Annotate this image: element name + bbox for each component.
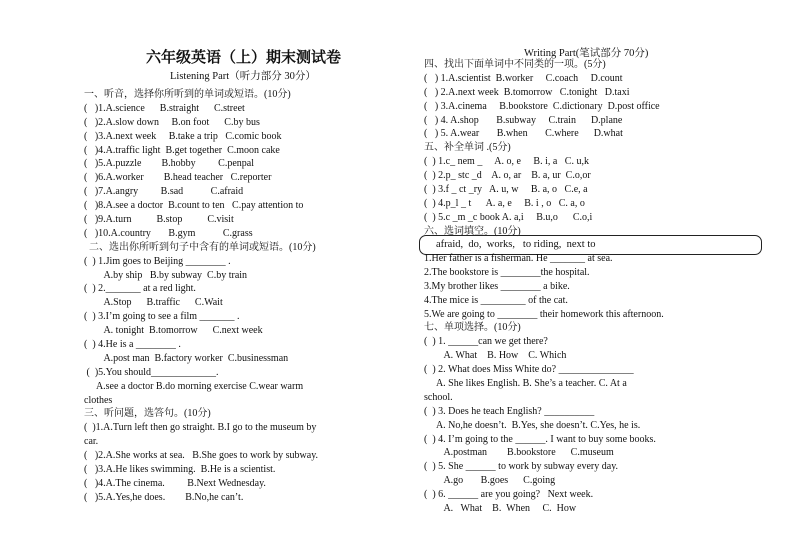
question-line: 4.The mice is _________ of the cat. [424,294,568,306]
question-line: ( ) 4. I’m going to the ______. I want to buy some books. [424,433,656,445]
question-line: ( ) 3.A.cinema B.bookstore C.dictionary D.post office [424,100,660,112]
question-line: school. [424,391,453,403]
question-line: ( ) 3.I’m going to see a film _______ . [84,311,240,323]
question-line: ( ) 3.f _ ct _ry A. u, w B. a, o C.e, a [424,184,588,196]
question-line: ( ) 2. What does Miss White do? _______________ [424,364,634,376]
page-title: 六年级英语（上）期末测试卷 [146,49,342,66]
question-line: A.by ship B.by subway C.by train [84,269,248,281]
question-line: ( ) 5. A.wear B.when C.where D.what [424,128,623,140]
question-line: A.see a doctor B.do morning exercise C.wear warm [84,380,304,392]
question-line: 七、单项选择。(10分) [424,322,521,334]
question-line: ( ) 3. Does he teach English? __________ [424,405,595,417]
question-line: ( )1.A.Turn left then go straight. B.I go to the museum by [84,422,317,434]
question-line: ( ) 5. She ______ to work by subway every day. [424,461,619,473]
question-line: A. She likes English. B. She’s a teacher. C. At a [424,378,627,390]
question-line: ( ) 4.He is a ________ . [84,339,181,351]
question-line: ( ) 1.A.scientist B.worker C.coach D.count [424,72,623,84]
question-line: 一、听音，选择你所听到的单词或短语。(10分) [84,89,291,100]
question-line: ( ) 2._______ at a red light. [84,283,196,295]
question-line: A.go B.goes C.going [424,475,556,487]
question-line: A. tonight B.tomorrow C.next week [84,325,263,337]
question-line: A.Stop B.traffic C.Wait [84,297,223,309]
left-column [84,88,414,505]
question-line: 三、听问题，选答句。(10分) [84,408,211,420]
question-line: A.post man B.factory worker C.businessman [84,352,289,364]
question-line: ( )5.A.Yes,he does. B.No,he can’t. [84,491,244,503]
question-line: 四、找出下面单词中不同类的一项。(5分) [424,59,606,70]
question-line: ( )10.A.country B.gym C.grass [84,227,253,239]
question-line: ( ) 1.c_ nem _ A. o, e B. i, a C. u,k [424,156,589,168]
question-line: ( )9.A.turn B.stop C.visit [84,214,234,226]
question-line: 5.We are going to ________ their homework this afternoon. [424,308,664,320]
question-line: car. [84,436,99,448]
question-line: ( )5.A.puzzle B.hobby C.penpal [84,158,254,170]
question-line: ( )3.A.He likes swimming. B.He is a scientist. [84,464,276,476]
question-line: ( )4.A.The cinema. B.Next Wednesday. [84,477,266,489]
question-line: 五、补全单词 .(5分) [424,142,511,154]
question-line: 1.Her father is a fisherman. He _______ at sea. [424,253,613,264]
question-line: ( ) 1. ______can we get there? [424,336,548,348]
question-line: 3.My brother likes ________ a bike. [424,280,570,292]
question-line: 2.The bookstore is ________the hospital. [424,266,590,278]
question-line: ( )2.A.She works at sea. B.She goes to work by subway. [84,450,319,462]
question-line: A. What B. How C. Which [424,350,567,362]
question-line: A.postman B.bookstore C.museum [424,447,614,459]
question-line: A. What B. When C. How [424,503,577,515]
question-line: ( )7.A.angry B.sad C.afraid [84,186,244,198]
question-line: ( ) 4.p_l _ t A. a, e B. i , o C. a, o [424,197,585,209]
word-bank-text: afraid, do, works, to riding, next to [436,239,596,250]
question-line: ( )1.A.science B.straight C.street [84,102,245,114]
question-line: ( ) 2.p_ stc _d A. o, ar B. a, ur C.o,or [424,170,591,182]
question-line: ( ) 4. A.shop B.subway C.train D.plane [424,114,623,126]
question-line: ( ) 2.A.next week B.tomorrow C.tonight D.taxi [424,86,630,98]
question-line: clothes [84,394,113,406]
question-line: ( ) 1.Jim goes to Beijing ________ . [84,255,231,267]
question-line: ( )6.A.worker B.head teacher C.reporter [84,172,272,184]
question-line: ( )4.A.traffic light B.get together C.moon cake [84,144,280,156]
question-line: ( )2.A.slow down B.on foot C.by bus [84,116,260,128]
question-line: ( )8.A.see a doctor B.count to ten C.pay attention to [84,200,304,212]
question-line: ( ) 6. ______ are you going? Next week. [424,489,594,501]
question-line: 六、选词填空。(10分) [424,225,521,237]
question-line: 二、选出你所听到句子中含有的单词或短语。(10分) [84,241,316,253]
question-line: ( ) 5.c _m _c book A. a,i B.u,o C.o,i [424,211,593,223]
question-line: A. No,he doesn’t. B.Yes, she doesn’t. C.Yes, he is. [424,419,641,431]
right-column-bottom [424,252,769,516]
listening-part-heading: Listening Part（听力部分 30分） [170,71,316,82]
question-line: ( )5.You should_____________. [84,366,219,378]
question-line: ( )3.A.next week B.take a trip C.comic book [84,130,282,142]
writing-part-heading: Writing Part(笔试部分 70分) [524,48,649,59]
right-column-top [424,58,769,239]
